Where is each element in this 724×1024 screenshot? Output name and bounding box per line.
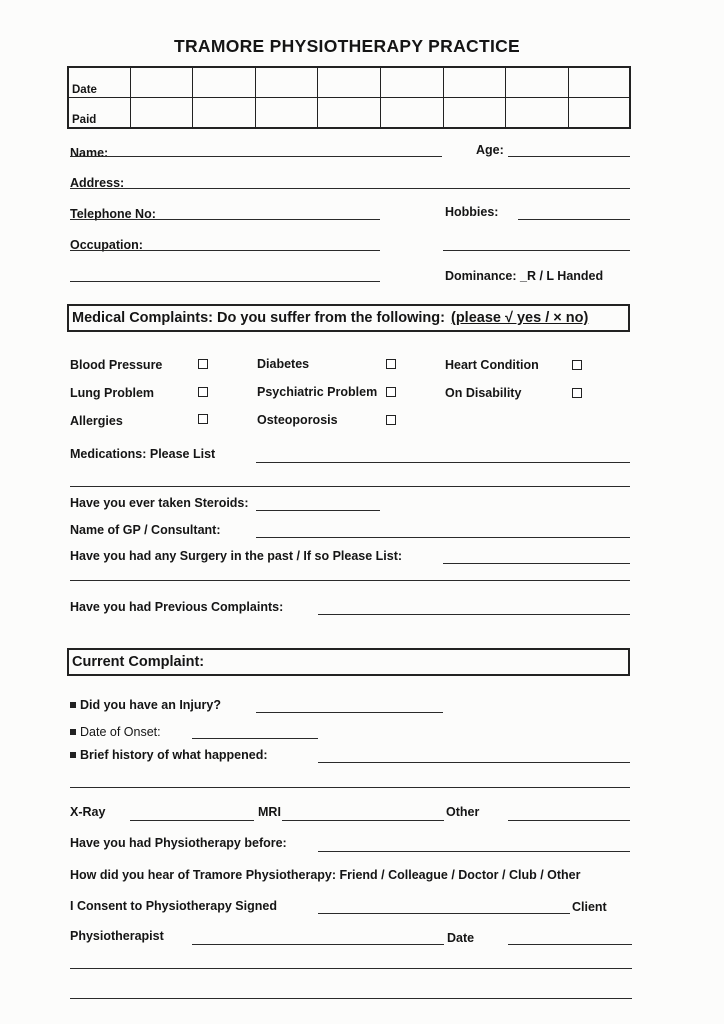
name-field[interactable]	[70, 156, 442, 157]
surgery-field[interactable]	[443, 563, 630, 564]
psychiatric-problem-checkbox[interactable]	[386, 387, 396, 397]
medications-field-2[interactable]	[70, 486, 630, 487]
gp-label: Name of GP / Consultant:	[70, 523, 221, 537]
name-label: Name:	[70, 146, 109, 160]
telephone-field[interactable]	[70, 219, 380, 220]
paid-row-label: Paid	[72, 113, 97, 126]
date-paid-grid	[67, 66, 631, 129]
surgery-label: Have you had any Surgery in the past / If so Please List:	[70, 549, 403, 563]
mri-label: MRI	[258, 805, 281, 819]
hobbies-label: Hobbies:	[445, 205, 499, 219]
occupation-field[interactable]	[70, 250, 380, 251]
client-label: Client	[572, 900, 607, 914]
occupation-field-2[interactable]	[70, 281, 380, 282]
other-label: Other	[446, 805, 480, 819]
xray-field[interactable]	[130, 820, 254, 821]
history-field[interactable]	[318, 762, 630, 763]
medications-label: Medications: Please List	[70, 447, 216, 461]
condition-label: Allergies	[70, 414, 123, 428]
gp-field[interactable]	[256, 537, 630, 538]
age-field[interactable]	[508, 156, 630, 157]
hobbies-field[interactable]	[518, 219, 630, 220]
consent-label: I Consent to Physiotherapy Signed	[70, 899, 277, 913]
consent-signature-field[interactable]	[318, 913, 570, 914]
page-title: TRAMORE PHYSIOTHERAPY PRACTICE	[173, 36, 521, 56]
on-disability-checkbox[interactable]	[572, 388, 582, 398]
surgery-field-2[interactable]	[70, 580, 630, 581]
injury-text: Did you have an Injury?	[80, 698, 221, 712]
condition-label: Blood Pressure	[70, 358, 163, 372]
diabetes-checkbox[interactable]	[386, 359, 396, 369]
bullet-icon	[70, 729, 76, 735]
injury-field[interactable]	[256, 712, 443, 713]
condition-label: Osteoporosis	[257, 413, 338, 427]
current-heading-box	[67, 648, 630, 676]
steroids-label: Have you ever taken Steroids:	[70, 496, 249, 510]
medications-field[interactable]	[256, 462, 630, 463]
xray-label: X-Ray	[70, 805, 106, 819]
age-label: Age:	[476, 143, 504, 157]
condition-label: Lung Problem	[70, 386, 155, 400]
date-field[interactable]	[508, 944, 632, 945]
current-heading: Current Complaint:	[72, 654, 205, 670]
address-field[interactable]	[70, 188, 630, 189]
history-field-2[interactable]	[70, 787, 630, 788]
notes-line[interactable]	[70, 998, 632, 999]
lung-problem-checkbox[interactable]	[198, 387, 208, 397]
onset-text: Date of Onset:	[80, 725, 161, 739]
medical-heading-box	[67, 304, 630, 332]
telephone-label: Telephone No:	[70, 207, 156, 221]
blood-pressure-checkbox[interactable]	[198, 359, 208, 369]
history-label	[70, 748, 268, 762]
address-label: Address:	[70, 176, 125, 190]
osteoporosis-checkbox[interactable]	[386, 415, 396, 425]
heart-condition-checkbox[interactable]	[572, 360, 582, 370]
bullet-icon	[70, 702, 76, 708]
condition-label: Diabetes	[257, 357, 310, 371]
previous-label: Have you had Previous Complaints:	[70, 600, 284, 614]
physio-before-label: Have you had Physiotherapy before:	[70, 836, 287, 850]
history-text: Brief history of what happened:	[80, 748, 268, 762]
physiotherapist-label: Physiotherapist	[70, 929, 164, 943]
bullet-icon	[70, 752, 76, 758]
dominance-label: Dominance: _R / L Handed	[445, 269, 604, 283]
previous-field[interactable]	[318, 614, 630, 615]
condition-label: Psychiatric Problem	[257, 385, 378, 399]
other-field[interactable]	[508, 820, 630, 821]
medical-heading: Medical Complaints: Do you suffer from the following:	[72, 310, 445, 326]
occupation-label: Occupation:	[70, 238, 143, 252]
date-row	[69, 68, 629, 98]
onset-field[interactable]	[192, 738, 318, 739]
hear-label: How did you hear of Tramore Physiotherapy: Friend / Colleague / Doctor / Club / Other	[70, 868, 581, 882]
notes-line[interactable]	[70, 968, 632, 969]
onset-label	[70, 725, 161, 739]
condition-label: Heart Condition	[445, 358, 539, 372]
mri-field[interactable]	[282, 820, 444, 821]
allergies-checkbox[interactable]	[198, 414, 208, 424]
paid-row	[69, 98, 629, 128]
date-row-label: Date	[72, 84, 97, 96]
physiotherapist-field[interactable]	[192, 944, 444, 945]
steroids-field[interactable]	[256, 510, 380, 511]
date-label: Date	[447, 931, 475, 945]
hobbies-field-2[interactable]	[443, 250, 630, 251]
injury-label	[70, 698, 221, 712]
condition-label: On Disability	[445, 386, 522, 400]
physio-before-field[interactable]	[318, 851, 630, 852]
medical-heading-note: (please √ yes / × no)	[450, 310, 589, 326]
